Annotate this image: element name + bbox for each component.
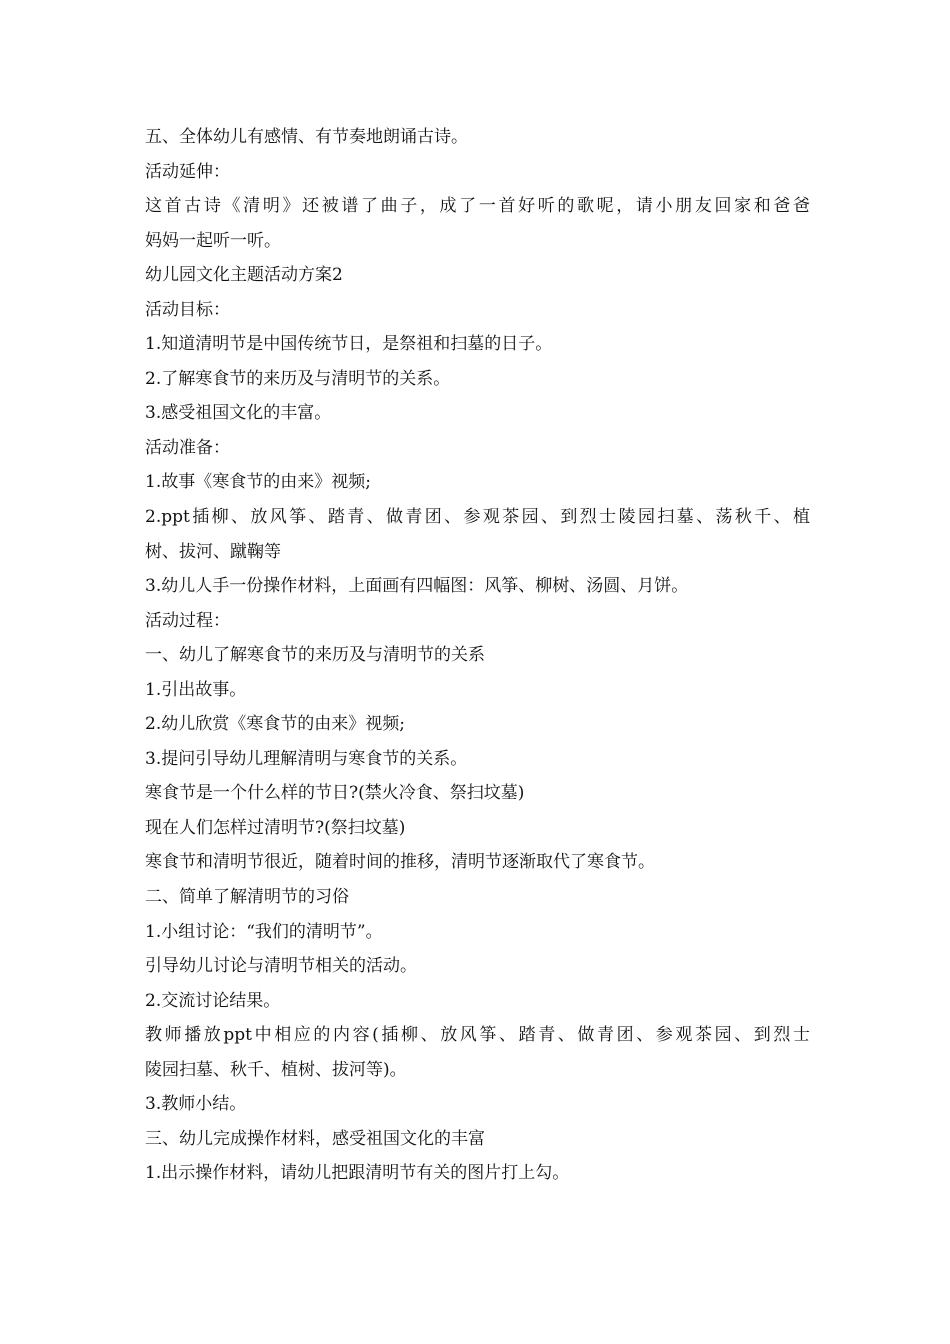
list-item: 2.交流讨论结果。 bbox=[145, 990, 281, 1011]
list-item: 1.知道清明节是中国传统节日，是祭祖和扫墓的日子。 bbox=[145, 334, 553, 355]
text-line: 寒食节是一个什么样的节日?(禁火冷食、祭扫坟墓) bbox=[145, 783, 525, 804]
list-item: 2.ppt插柳、放风筝、踏青、做青团、参观茶园、到烈士陵园扫墓、荡秋千、植 bbox=[145, 507, 810, 528]
text-line: 陵园扫墓、秋千、植树、拔河等)。 bbox=[145, 1059, 407, 1080]
subsection-heading: 一、幼儿了解寒食节的来历及与清明节的关系 bbox=[145, 645, 485, 666]
text-line: 树、拔河、蹴鞠等 bbox=[145, 541, 281, 562]
text-line: 五、全体幼儿有感情、有节奏地朗诵古诗。 bbox=[145, 127, 468, 147]
text-line: 引导幼儿讨论与清明节相关的活动。 bbox=[145, 956, 417, 977]
subsection-heading: 三、幼儿完成操作材料，感受祖国文化的丰富 bbox=[145, 1128, 485, 1149]
text-line: 现在人们怎样过清明节?(祭扫坟墓) bbox=[145, 817, 406, 838]
section-heading: 活动延伸： bbox=[145, 161, 230, 182]
list-item: 3.幼儿人手一份操作材料，上面画有四幅图：风筝、柳树、汤圆、月饼。 bbox=[145, 576, 689, 597]
list-item: 1.引出故事。 bbox=[145, 679, 247, 700]
text-line: 妈妈一起听一听。 bbox=[145, 230, 281, 251]
list-item: 3.感受祖国文化的丰富。 bbox=[145, 403, 332, 424]
text-line: 寒食节和清明节很近，随着时间的推移，清明节逐渐取代了寒食节。 bbox=[145, 852, 655, 873]
section-heading: 活动过程： bbox=[145, 610, 230, 631]
list-item: 1.故事《寒食节的由来》视频; bbox=[145, 472, 371, 493]
list-item: 2.了解寒食节的来历及与清明节的关系。 bbox=[145, 368, 451, 389]
document-title: 幼儿园文化主题活动方案2 bbox=[145, 265, 343, 286]
list-item: 1.出示操作材料，请幼儿把跟清明节有关的图片打上勾。 bbox=[145, 1163, 570, 1184]
list-item: 2.幼儿欣赏《寒食节的由来》视频; bbox=[145, 714, 405, 735]
subsection-heading: 二、简单了解清明节的习俗 bbox=[145, 887, 349, 908]
text-line: 这首古诗《清明》还被谱了曲子，成了一首好听的歌呢，请小朋友回家和爸爸 bbox=[145, 196, 810, 217]
section-heading: 活动目标： bbox=[145, 299, 230, 320]
list-item: 3.提问引导幼儿理解清明与寒食节的关系。 bbox=[145, 748, 468, 769]
text-line: 教师播放ppt中相应的内容(插柳、放风筝、踏青、做青团、参观茶园、到烈士 bbox=[145, 1025, 810, 1046]
document-body bbox=[145, 120, 810, 1191]
list-item: 3.教师小结。 bbox=[145, 1094, 247, 1115]
list-item: 1.小组讨论：“我们的清明节”。 bbox=[145, 921, 383, 942]
section-heading: 活动准备： bbox=[145, 437, 230, 458]
